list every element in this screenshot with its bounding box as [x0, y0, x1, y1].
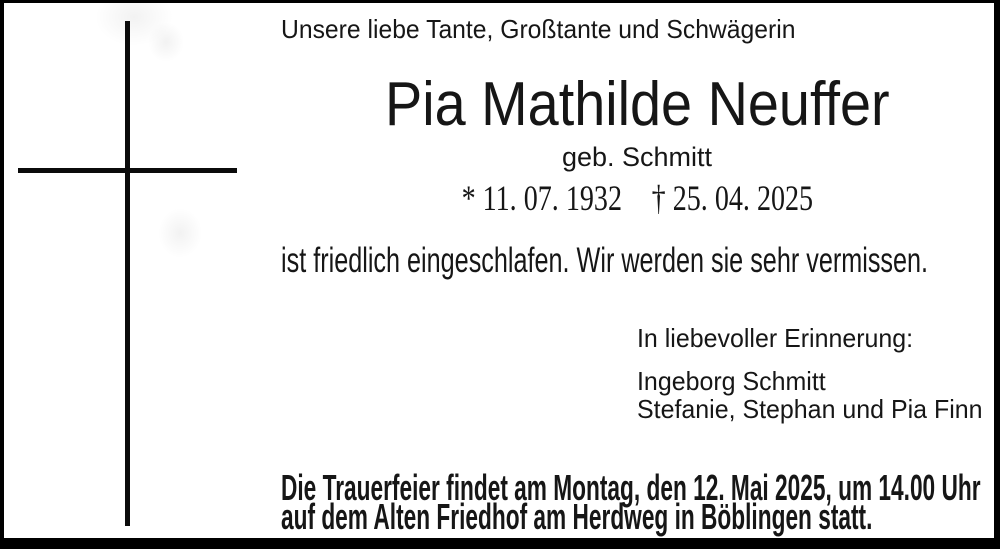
mourner-name: Stefanie, Stephan und Pia Finn: [637, 394, 983, 424]
cross-vertical-bar: [125, 21, 130, 526]
maiden-name: geb. Schmitt: [561, 142, 713, 172]
funeral-info: [281, 467, 981, 537]
life-dates-row: [281, 180, 993, 216]
remembrance-heading: In liebevoller Erinnerung:: [637, 323, 914, 353]
life-dates: [461, 180, 813, 216]
funeral-info-line2: auf dem Alten Friedhof am Herdweg in Böblingen statt.: [281, 496, 873, 537]
deceased-name-row: [281, 70, 993, 139]
scan-smudge: [148, 22, 184, 62]
intro-line: Unsere liebe Tante, Großtante und Schwägerin: [281, 14, 796, 44]
funeral-info-line1: Die Trauerfeier findet am Montag, den 12. Mai 2025, um 14.00 Uhr: [281, 467, 981, 508]
deceased-name: Pia Mathilde Neuffer: [384, 70, 890, 139]
birth-date: * 11. 07. 1932: [461, 178, 622, 218]
cross-horizontal-bar: [18, 168, 237, 173]
mourner-name: Ingeborg Schmitt: [637, 366, 826, 396]
maiden-name-row: [281, 144, 993, 171]
mourners-list: [637, 367, 983, 423]
farewell-message: ist friedlich eingeschlafen. Wir werden sie sehr vermissen.: [281, 241, 929, 280]
death-date: † 25. 04. 2025: [651, 178, 813, 218]
scan-smudge: [158, 208, 202, 258]
